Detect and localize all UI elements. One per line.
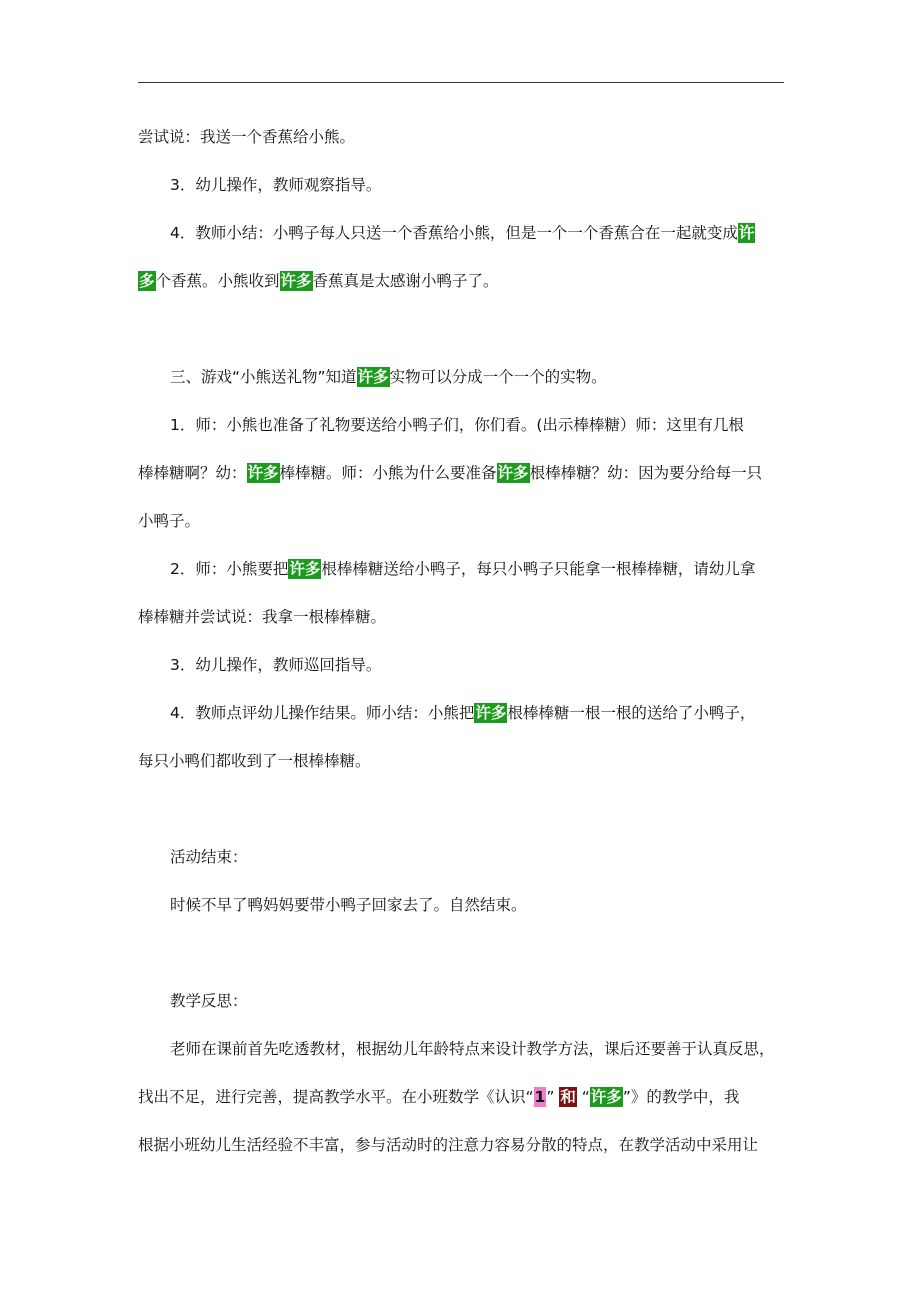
highlight-xuduo: 多 [139, 272, 155, 290]
section-heading: 教学反思： [170, 992, 248, 1010]
text-line: 尝试说：我送一个香蕉给小熊。 [138, 128, 356, 146]
text-line: 3．幼儿操作，教师巡回指导。 [170, 656, 382, 674]
text-line: 每只小鸭们都收到了一根棒棒糖。 [138, 752, 371, 770]
text-line: 4．教师点评幼儿操作结果。师小结：小熊把许多根棒棒糖一根一根的送给了小鸭子， [170, 704, 756, 722]
text-line: 找出不足，进行完善，提高教学水平。在小班数学《认识“1” 和 “许多”》的教学中，我 [138, 1088, 740, 1106]
highlight-xuduo: 许多 [247, 464, 279, 482]
highlight-he: 和 [560, 1088, 576, 1106]
highlight-xuduo: 许多 [590, 1088, 622, 1106]
highlight-xuduo: 许多 [280, 272, 312, 290]
text-line: 根据小班幼儿生活经验不丰富，参与活动时的注意力容易分散的特点，在教学活动中采用让 [138, 1136, 759, 1154]
header-rule [138, 82, 784, 83]
text-line: 3．幼儿操作，教师观察指导。 [170, 176, 382, 194]
section-heading: 活动结束： [170, 848, 248, 866]
highlight-xuduo: 许多 [475, 704, 507, 722]
text-line: 小鸭子。 [138, 512, 201, 530]
highlight-xuduo: 许多 [357, 368, 389, 386]
text-line: 4．教师小结：小鸭子每人只送一个香蕉给小熊，但是一个一个香蕉合在一起就变成许 [170, 224, 755, 242]
text-line: 时候不早了鸭妈妈要带小鸭子回家去了。自然结束。 [170, 896, 527, 914]
text-line: 棒棒糖啊？幼：许多棒棒糖。师：小熊为什么要准备许多根棒棒糖？幼：因为要分给每一只 [138, 464, 763, 482]
text-line: 2．师：小熊要把许多根棒棒糖送给小鸭子，每只小鸭子只能拿一根棒棒糖，请幼儿拿 [170, 560, 756, 578]
text-line: 多个香蕉。小熊收到许多香蕉真是太感谢小鸭子了。 [139, 272, 499, 290]
section-heading: 三、游戏“小熊送礼物”知道许多实物可以分成一个一个的实物。 [170, 368, 607, 386]
text-line: 棒棒糖并尝试说：我拿一根棒棒糖。 [138, 608, 387, 626]
text-line: 老师在课前首先吃透教材，根据幼儿年龄特点来设计教学方法，课后还要善于认真反思， [170, 1040, 775, 1058]
highlight-xuduo: 许多 [497, 464, 529, 482]
text-line: 1．师：小熊也准备了礼物要送给小鸭子们，你们看。(出示棒棒糖）师：这里有几根 [170, 416, 744, 434]
highlight-one: 1 [534, 1088, 546, 1106]
highlight-xuduo: 许 [738, 224, 755, 242]
highlight-xuduo: 许多 [289, 560, 321, 578]
